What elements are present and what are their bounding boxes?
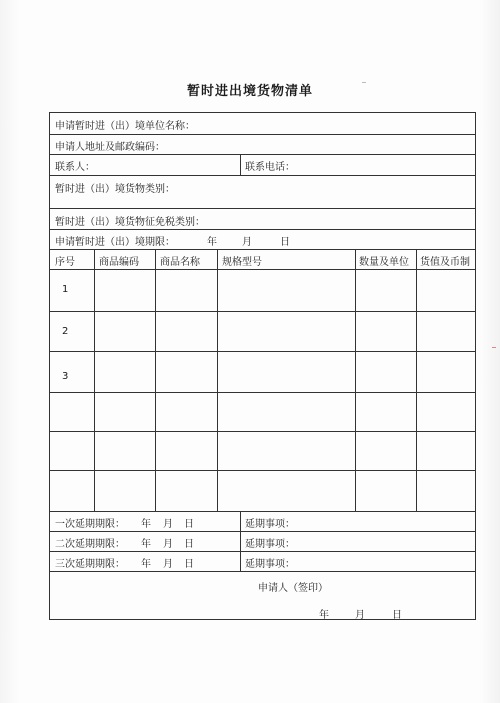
tax-exempt-label: 暂时进（出）境货物征免税类别：: [55, 217, 205, 228]
col-divider: [355, 250, 356, 511]
col-header-spec: 规格型号: [222, 257, 262, 268]
signature-day: 日: [392, 610, 402, 621]
extension-divider: [240, 552, 241, 571]
row-address: [50, 135, 475, 155]
signature-month: 月: [355, 610, 365, 621]
extension-1-matter: 延期事项：: [245, 519, 295, 530]
scan-mark: [492, 347, 496, 348]
goods-list-form: [49, 112, 476, 620]
extension-3-label: 三次延期期限：: [55, 559, 125, 570]
row-goods-category: [50, 176, 475, 209]
extension-3-year: 年: [141, 559, 151, 570]
table-row-line: [50, 351, 475, 352]
row-number-2: 2: [62, 326, 69, 337]
applicant-unit-label: 申请暂时进（出）境单位名称：: [55, 121, 195, 132]
row-contact: [50, 155, 475, 176]
period-year: 年: [207, 237, 217, 248]
extension-1-label: 一次延期期限：: [55, 519, 125, 530]
extension-divider: [240, 532, 241, 551]
contact-divider: [240, 155, 241, 175]
table-row-line: [50, 431, 475, 432]
signature-area: [50, 572, 475, 619]
col-header-value: 货值及币制: [420, 257, 470, 268]
row-number-1: 1: [62, 284, 69, 295]
applicant-signature-label: 申请人（签印）: [258, 583, 328, 594]
col-header-qty: 数量及单位: [359, 257, 409, 268]
extension-3-month: 月: [163, 559, 173, 570]
period-day: 日: [280, 237, 290, 248]
address-label: 申请人地址及邮政编码：: [55, 142, 165, 153]
row-tax-exempt: [50, 209, 475, 230]
extension-2-day: 日: [184, 539, 194, 550]
extension-2-year: 年: [141, 539, 151, 550]
row-extension-1: [50, 511, 475, 532]
extension-1-day: 日: [184, 519, 194, 530]
col-divider: [94, 250, 95, 511]
col-divider: [416, 250, 417, 511]
extension-2-matter: 延期事项：: [245, 539, 295, 550]
goods-category-label: 暂时进（出）境货物类别：: [55, 184, 175, 195]
extension-1-year: 年: [141, 519, 151, 530]
row-period: [50, 230, 475, 250]
row-extension-3: [50, 552, 475, 572]
col-header-code: 商品编码: [99, 257, 139, 268]
row-applicant-unit: [50, 113, 475, 135]
goods-table: [50, 250, 475, 511]
extension-3-matter: 延期事项：: [245, 559, 295, 570]
col-header-name: 商品名称: [160, 257, 200, 268]
signature-year: 年: [319, 610, 329, 621]
extension-1-month: 月: [163, 519, 173, 530]
extension-2-month: 月: [163, 539, 173, 550]
extension-2-label: 二次延期期限：: [55, 539, 125, 550]
table-row-line: [50, 311, 475, 312]
table-row-line: [50, 392, 475, 393]
table-header-line: [50, 269, 475, 270]
col-divider: [217, 250, 218, 511]
contact-person-label: 联系人：: [55, 162, 95, 173]
period-label: 申请暂时进（出）境期限：: [55, 237, 175, 248]
contact-phone-label: 联系电话：: [245, 162, 295, 173]
extension-divider: [240, 512, 241, 531]
table-row-line: [50, 470, 475, 471]
col-header-seq: 序号: [55, 257, 75, 268]
scan-mark: [362, 82, 366, 83]
extension-3-day: 日: [184, 559, 194, 570]
row-number-3: 3: [62, 371, 69, 382]
period-month: 月: [242, 237, 252, 248]
col-divider: [155, 250, 156, 511]
document-title: 暂时进出境货物清单: [186, 84, 313, 99]
row-extension-2: [50, 532, 475, 552]
